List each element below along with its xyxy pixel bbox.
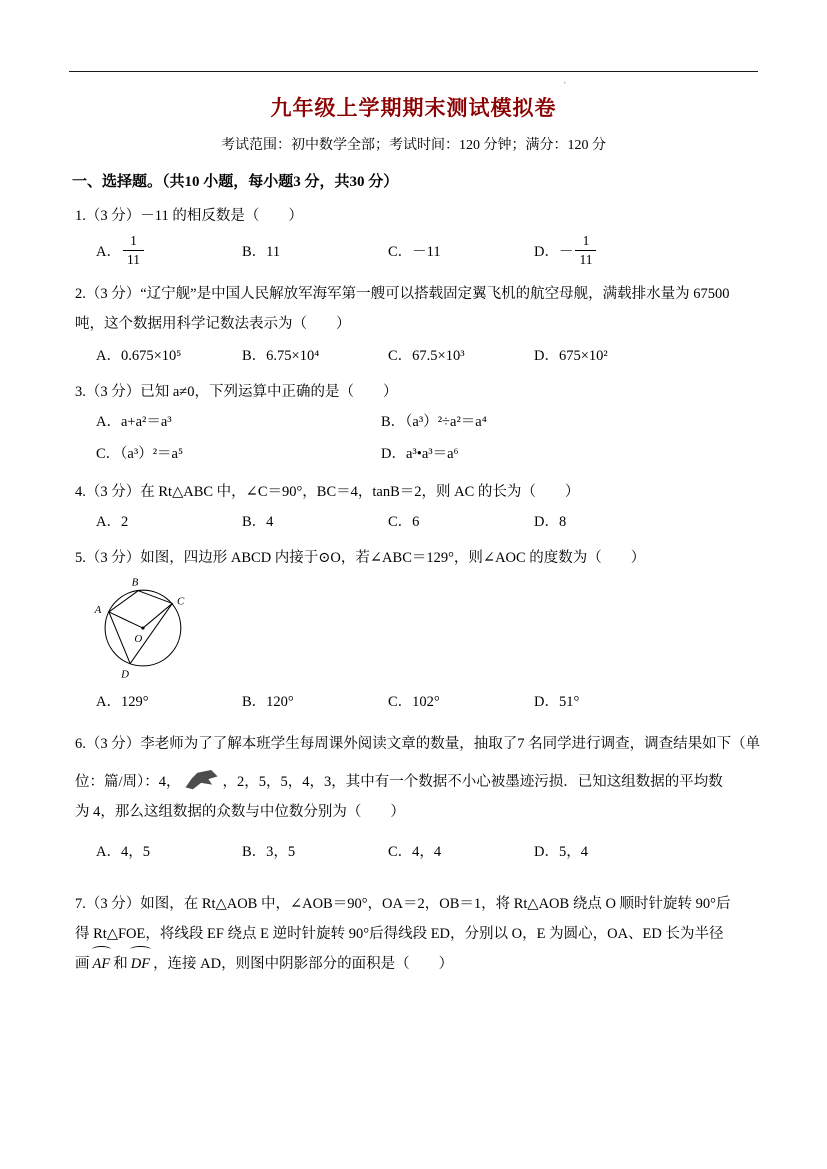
question-2-stem-line2: 吨，这个数据用科学记数法表示为（ ） <box>75 316 351 332</box>
question-7-stem-line1: 7.（3 分）如图，在 Rt△AOB 中，∠AOB＝90°，OA＝2，OB＝1，将 Rt△AOB 绕点 O 顺时针旋转 90°后 <box>75 896 731 912</box>
fraction-denominator: 11 <box>579 251 593 267</box>
point-label-c: C <box>177 595 185 608</box>
question-4-options <box>75 509 758 535</box>
question-6-stem-line3: 为 4，那么这组数据的众数与中位数分别为（ ） <box>75 804 405 820</box>
question-3 <box>69 377 758 467</box>
option-d: D．5，4 <box>534 844 588 860</box>
option-b: B．6.75×10⁴ <box>242 348 320 364</box>
option-c: C．－11 <box>388 244 441 260</box>
option-b: B．11 <box>242 244 281 260</box>
question-5-options <box>75 689 758 715</box>
header-rule <box>69 71 758 72</box>
page-title: 九年级上学期期末测试模拟卷 <box>270 96 557 120</box>
point-label-d: D <box>121 668 130 681</box>
center-point <box>141 626 144 629</box>
inscribed-quadrilateral-circle-diagram <box>89 575 195 683</box>
question-1 <box>69 201 758 271</box>
question-2-stem-line1: 2.（3 分）“辽宁舰”是中国人民解放军海军第一艘可以搭载固定翼飞机的航空母舰，满载排水量为 67500 <box>75 286 730 302</box>
option-b: B．120° <box>242 694 294 710</box>
question-5-figure <box>89 575 758 683</box>
ink-blot-icon <box>183 770 221 792</box>
question-6-stem-line2-post: ，2，5，5，4，3，其中有一个数据不小心被墨迹污损．已知这组数据的平均数 <box>222 774 723 790</box>
option-b: B．（a³）²÷a²＝a⁴ <box>381 414 487 430</box>
option-b: B．3，5 <box>242 844 296 860</box>
question-7-stem-line3-post: ，连接 AD，则图中阴影部分的面积是（ ） <box>153 956 454 972</box>
question-7 <box>69 889 758 979</box>
section-header: 一、选择题。（共10 小题，每小题3 分，共30 分） <box>72 174 399 190</box>
question-3-stem: 3.（3 分）已知 a≠0，下列运算中正确的是（ ） <box>75 384 398 400</box>
point-label-a: A <box>94 603 102 616</box>
option-b: B．4 <box>242 514 274 530</box>
question-6 <box>69 729 761 865</box>
question-5 <box>69 543 758 715</box>
option-d <box>534 232 680 270</box>
option-c: C．67.5×10³ <box>388 348 465 364</box>
question-7-stem-line2: 得 Rt△FOE，将线段 EF 绕点 E 逆时针旋转 90°后得线段 ED，分别以 O，E 为圆心，OA、ED 长为半径 <box>75 926 724 942</box>
option-a: A．2 <box>96 514 129 530</box>
question-7-stem-line3-mid: 和 <box>113 956 128 972</box>
question-1-options <box>75 233 758 271</box>
arc-af: AF <box>92 949 112 979</box>
option-a-label: A． <box>96 243 121 260</box>
option-c: C．102° <box>388 694 440 710</box>
option-d: D．51° <box>534 694 580 710</box>
fraction-one-over-eleven <box>123 233 144 268</box>
question-7-stem-line3 <box>75 949 758 979</box>
question-6-options <box>75 839 758 865</box>
option-d: D．a³•a³＝a⁶ <box>381 446 459 462</box>
question-4 <box>69 477 758 535</box>
question-5-stem: 5.（3 分）如图，四边形 ABCD 内接于⊙O，若∠ABC＝129°，则∠AOC 的度数为（ ） <box>75 550 646 566</box>
option-a: A．a+a²＝a³ <box>96 414 172 430</box>
option-c: C．（a³）²＝a⁵ <box>96 446 184 462</box>
question-3-options-row2 <box>75 441 758 467</box>
option-a: A．129° <box>96 694 149 710</box>
fraction-numerator: 1 <box>123 233 144 251</box>
option-a: A．0.675×10⁵ <box>96 348 182 364</box>
option-c: C．6 <box>388 514 420 530</box>
question-6-stem-line2-pre: 位：篇/周）：4， <box>75 774 181 790</box>
option-a: A．4，5 <box>96 844 150 860</box>
option-d: D．8 <box>534 514 567 530</box>
option-d: D．675×10² <box>534 348 608 364</box>
question-6-stem-line1: 6.（3 分）李老师为了了解本班学生每周课外阅读文章的数量，抽取了7 名同学进行调查，调查结果如下（单 <box>75 736 761 752</box>
question-2-options <box>75 343 758 369</box>
question-4-stem: 4.（3 分）在 Rt△ABC 中，∠C＝90°，BC＝4，tanB＝2，则 AC 的长为（ ） <box>75 484 580 500</box>
fraction-numerator: 1 <box>575 233 596 251</box>
exam-info: 考试范围：初中数学全部；考试时间：120 分钟；满分：120 分 <box>221 138 606 153</box>
fraction-denominator: 11 <box>126 251 140 267</box>
question-7-stem-line3-pre: 画 <box>75 956 90 972</box>
point-label-o: O <box>134 633 143 646</box>
arc-df: DF <box>130 949 151 979</box>
point-label-b: B <box>131 576 139 589</box>
question-3-options-row1 <box>75 409 758 435</box>
question-2 <box>69 279 758 369</box>
option-d-label: D．－ <box>534 243 574 260</box>
question-1-stem: 1.（3 分）－11 的相反数是（ ） <box>75 208 303 224</box>
stray-mark: ˈ <box>563 80 567 92</box>
question-6-stem-line2 <box>75 767 758 797</box>
option-a <box>96 232 242 270</box>
option-c: C．4，4 <box>388 844 442 860</box>
fraction-one-over-eleven <box>575 233 596 268</box>
